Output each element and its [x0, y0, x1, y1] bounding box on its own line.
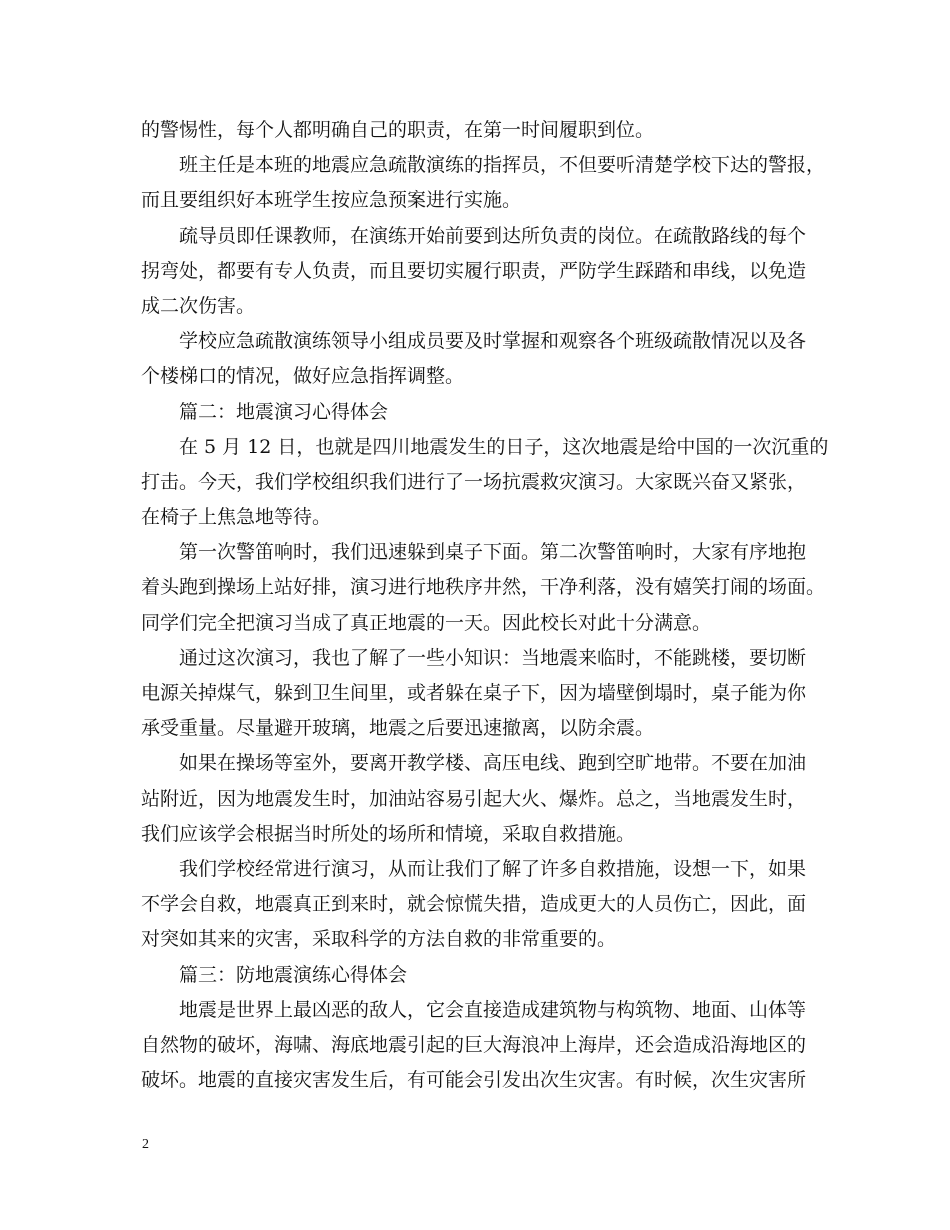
text-line: 通过这次演习，我也了解了一些小知识：当地震来临时，不能跳楼，要切断	[179, 646, 807, 669]
page-number: 2	[142, 1137, 149, 1152]
text-line: 破坏。地震的直接灾害发生后，有可能会引发出次生灾害。有时候，次生灾害所	[141, 1069, 807, 1092]
text-line: 第一次警笛响时，我们迅速躲到桌子下面。第二次警笛响时，大家有序地抱	[179, 541, 807, 564]
text-line: 班主任是本班的地震应急疏散演练的指挥员，不但要听清楚学校下达的警报，	[179, 154, 826, 177]
text-line: 学校应急疏散演练领导小组成员要及时掌握和观察各个班级疏散情况以及各	[179, 330, 807, 353]
text-line: 承受重量。尽量避开玻璃，地震之后要迅速撤离，以防余震。	[141, 717, 655, 740]
text-line: 地震是世界上最凶恶的敌人，它会直接造成建筑物与构筑物、地面、山体等	[179, 998, 807, 1021]
text-line: 篇二：地震演习心得体会	[179, 400, 389, 423]
text-line: 篇三：防地震演练心得体会	[179, 963, 408, 986]
text-line: 站附近，因为地震发生时，加油站容易引起大火、爆炸。总之，当地震发生时，	[141, 787, 807, 810]
text-line: 拐弯处，都要有专人负责，而且要切实履行职责，严防学生踩踏和串线，以免造	[141, 259, 807, 282]
text-line: 如果在操场等室外，要离开教学楼、高压电线、跑到空旷地带。不要在加油	[179, 752, 807, 775]
text-line: 疏导员即任课教师，在演练开始前要到达所负责的岗位。在疏散路线的每个	[179, 224, 807, 247]
text-line: 对突如其来的灾害，采取科学的方法自救的非常重要的。	[141, 928, 617, 951]
text-line: 我们学校经常进行演习，从而让我们了解了许多自救措施，设想一下，如果	[179, 857, 807, 880]
text-line: 着头跑到操场上站好排，演习进行地秩序井然，干净利落，没有嬉笑打闹的场面。	[141, 576, 826, 599]
text-line: 成二次伤害。	[141, 294, 256, 317]
text-line: 电源关掉煤气，躲到卫生间里，或者躲在桌子下，因为墙壁倒塌时，桌子能为你	[141, 682, 807, 704]
text-line: 的警惕性，每个人都明确自己的职责，在第一时间履职到位。	[141, 119, 655, 141]
text-line: 同学们完全把演习当成了真正地震的一天。因此校长对此十分满意。	[141, 611, 712, 634]
text-line: 打击。今天，我们学校组织我们进行了一场抗震救灾演习。大家既兴奋又紧张，	[141, 470, 807, 493]
text-line: 在 5 月 12 日，也就是四川地震发生的日子，这次地震是给中国的一次沉重的	[179, 435, 829, 458]
text-line: 个楼梯口的情况，做好应急指挥调整。	[141, 365, 465, 388]
text-line: 我们应该学会根据当时所处的场所和情境，采取自救措施。	[141, 822, 636, 845]
document-body	[141, 113, 829, 1098]
text-line: 不学会自救，地震真正到来时，就会惊慌失措，造成更大的人员伤亡，因此，面	[141, 893, 807, 916]
text-line: 在椅子上焦急地等待。	[141, 506, 332, 529]
text-line: 自然物的破坏，海啸、海底地震引起的巨大海浪冲上海岸，还会造成沿海地区的	[141, 1033, 807, 1056]
text-line: 而且要组织好本班学生按应急预案进行实施。	[141, 189, 522, 212]
